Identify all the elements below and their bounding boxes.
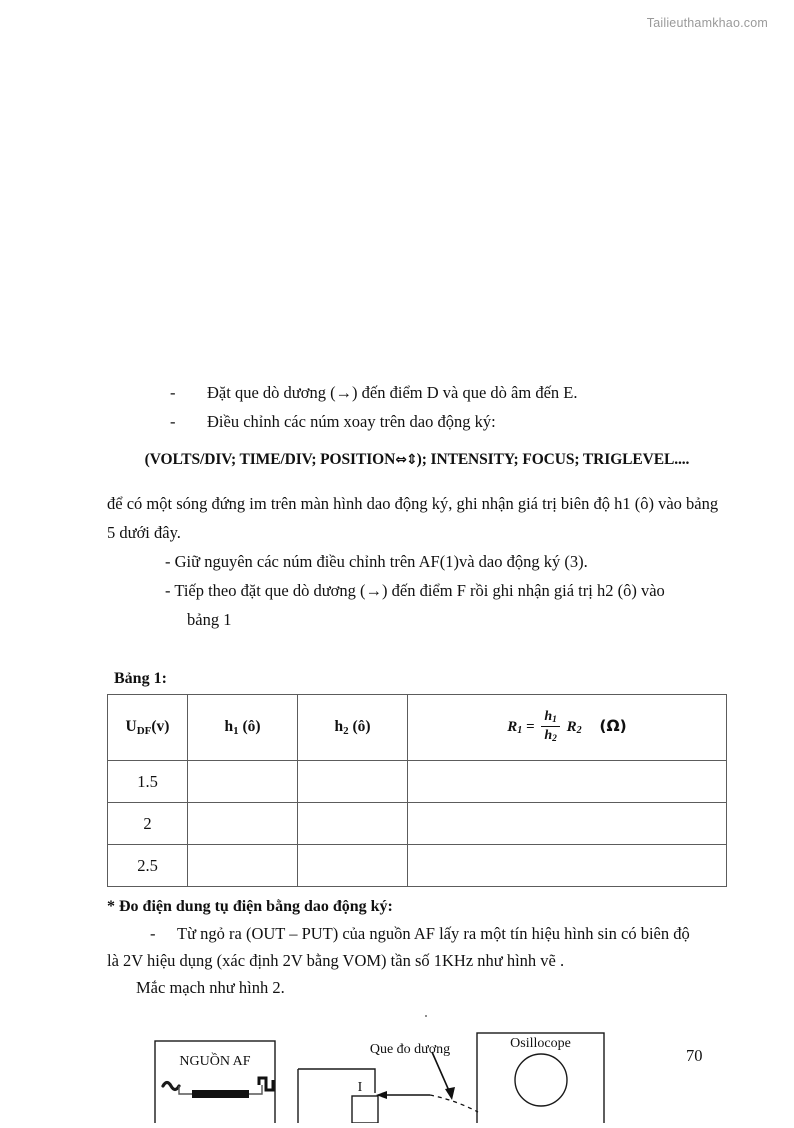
list-dash: - [170, 383, 176, 402]
header-h2-main: h [334, 718, 344, 735]
formula-lhs: $R_1$ [507, 718, 523, 736]
controls-prefix: (VOLTS/DIV; TIME/DIV; POSITION [144, 451, 396, 468]
sine-wave-icon [163, 1083, 179, 1090]
label-pointer-line [432, 1052, 450, 1093]
instruction-list [107, 378, 727, 436]
probe-dashed-lead [430, 1095, 478, 1112]
section-list-dash: - [150, 924, 156, 943]
cell-h1[interactable] [188, 845, 298, 887]
sub-instruction-probe-f [107, 576, 727, 634]
section-line-2: là 2V hiệu dụng (xác định 2V bằng VOM) tần số 1KHz như hình vẽ . [107, 951, 565, 970]
column-header-h2 [298, 695, 408, 761]
oscilloscope-label: Osillocope [510, 1036, 571, 1051]
column-header-h1 [188, 695, 298, 761]
list-item [107, 378, 727, 407]
results-table [107, 694, 727, 887]
oscilloscope-screen-icon [515, 1054, 567, 1106]
page-number: 70 [686, 1046, 703, 1065]
cell-r1[interactable] [408, 761, 727, 803]
header-udf-sub: DF [136, 725, 152, 737]
component-box [352, 1096, 378, 1123]
list-item [107, 407, 727, 436]
cell-h2[interactable] [298, 761, 408, 803]
formula-unit: (Ω) [599, 716, 627, 735]
wave-connector-left [179, 1086, 192, 1094]
section-list-item [107, 920, 727, 947]
formula-rhs: $R_2$ [566, 718, 582, 736]
page-content [107, 378, 727, 1001]
formula-numerator: $h_1$ [541, 709, 560, 727]
list-item-text: Đặt que dò dương (→) đến điểm D và que dò âm đến E. [207, 383, 578, 402]
header-udf-main: U [125, 718, 137, 735]
thick-bar-icon [192, 1090, 249, 1098]
circuit-figure [0, 1000, 794, 1123]
resistance-formula [507, 710, 627, 745]
square-wave-icon [259, 1078, 273, 1090]
cell-r1[interactable] [408, 803, 727, 845]
table-caption: Bảng 1: [114, 670, 167, 687]
controls-suffix: ); INTENSITY; FOCUS; TRIGLEVEL.... [416, 451, 690, 468]
header-h1-main: h [224, 718, 234, 735]
header-h2-tail: (ô) [348, 718, 371, 735]
sub-instruction-probe-f-cont: bảng 1 [187, 610, 232, 629]
oscilloscope-controls-line [107, 445, 727, 475]
cell-h1[interactable] [188, 803, 298, 845]
formula-equals: = [526, 718, 535, 735]
circuit-figure-svg [0, 1000, 794, 1123]
cell-r1[interactable] [408, 845, 727, 887]
section-list-item-text: Từ ngỏ ra (OUT – PUT) của nguồn AF lấy ra một tín hiệu hình sin có biên độ [177, 924, 690, 943]
node-label-i: I [357, 1080, 363, 1095]
list-dash: - [170, 412, 176, 431]
cell-h2[interactable] [298, 845, 408, 887]
cell-udf[interactable]: 2 [108, 803, 188, 845]
header-h1-sub: 1 [233, 725, 239, 737]
section-line-3: Mắc mạch như hình 2. [136, 978, 285, 997]
sub-instruction-probe-f-text: - Tiếp theo đặt que dò dương (→) đến điểm F rồi ghi nhận giá trị h2 (ô) vào [165, 581, 665, 600]
sub-instruction-keep-knobs: - Giữ nguyên các núm điều chỉnh trên AF(1)và dao động ký (3). [165, 552, 588, 571]
watermark-text: Tailieuthamkhao.com [646, 16, 768, 30]
source-box-label: NGUỒN AF [179, 1054, 251, 1069]
cell-h1[interactable] [188, 761, 298, 803]
table-row [108, 761, 727, 803]
formula-denominator: $h_2$ [544, 728, 557, 744]
table-row [108, 803, 727, 845]
table-header-row [108, 695, 727, 761]
position-arrows-icon: ⇔⇕ [395, 452, 417, 468]
column-header-udf [108, 695, 188, 761]
label-pointer-head [445, 1087, 455, 1100]
list-item-text: Điều chỉnh các núm xoay trên dao động ký: [207, 412, 496, 431]
column-header-formula [408, 695, 727, 761]
table-row [108, 845, 727, 887]
cell-udf[interactable]: 2.5 [108, 845, 188, 887]
header-h1-tail: (ô) [238, 718, 261, 735]
cell-udf[interactable]: 1.5 [108, 761, 188, 803]
header-udf-tail: (v) [151, 718, 170, 735]
cell-h2[interactable] [298, 803, 408, 845]
wave-connector-right [249, 1085, 262, 1094]
section-heading-capacitance: * Đo điện dung tụ điện bằng dao động ký: [107, 898, 393, 915]
probe-label: Que đo dương [369, 1042, 451, 1057]
formula-fraction [541, 709, 560, 744]
header-h2-sub: 2 [343, 725, 349, 737]
paragraph-measure-amplitude: để có một sóng đứng im trên màn hình dao động ký, ghi nhận giá trị biên độ h1 (ô) vào bảng 5 dưới đây. [107, 494, 719, 542]
